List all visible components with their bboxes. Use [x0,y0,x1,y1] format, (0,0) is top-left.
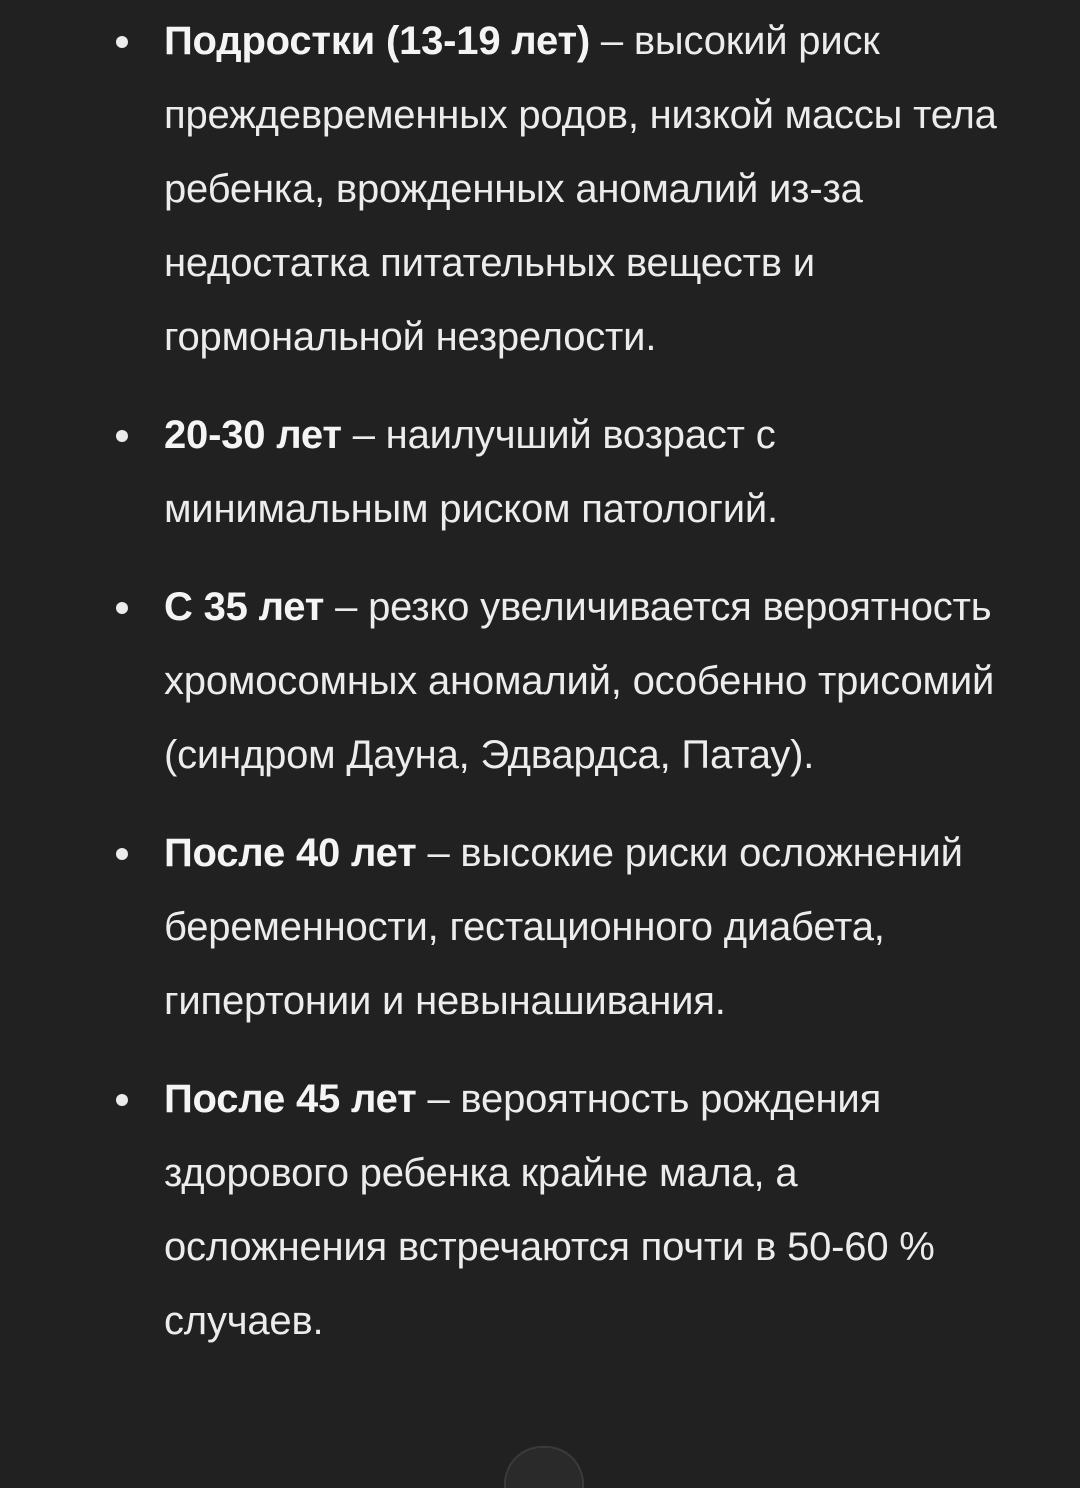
scroll-down-button[interactable] [504,1446,584,1488]
item-lead: Подростки (13-19 лет) [164,19,590,63]
list-item [0,1062,1080,1358]
list-item [0,570,1080,792]
item-lead: 20-30 лет [164,413,342,457]
item-text: – высокий риск преждевременных родов, низкой массы тела ребенка, врожденных аномалий из-за недостатка питательных веществ и гормональной незрелости. [164,19,997,359]
bullet-icon [116,1094,128,1106]
item-lead: После 45 лет [164,1077,417,1121]
list-item [0,398,1080,546]
item-text: – резко увеличивается вероятность хромосомных аномалий, особенно трисомий (синдром Дауна, Эдвардса, Патау). [164,585,995,777]
bullet-icon [116,430,128,442]
bullet-icon [116,602,128,614]
list-item [0,816,1080,1038]
item-lead: С 35 лет [164,585,325,629]
bullet-icon [116,848,128,860]
item-text: – высокие риски осложнений беременности, гестационного диабета, гипертонии и невынашивания. [164,831,963,1023]
bullet-icon [116,36,128,48]
list-item [0,4,1080,374]
item-text: – вероятность рождения здорового ребенка крайне мала, а осложнения встречаются почти в 50-60 % случаев. [164,1077,935,1343]
item-text: – наилучший возраст с минимальным риском патологий. [164,413,778,531]
bullet-list [0,4,1080,1382]
item-lead: После 40 лет [164,831,417,875]
